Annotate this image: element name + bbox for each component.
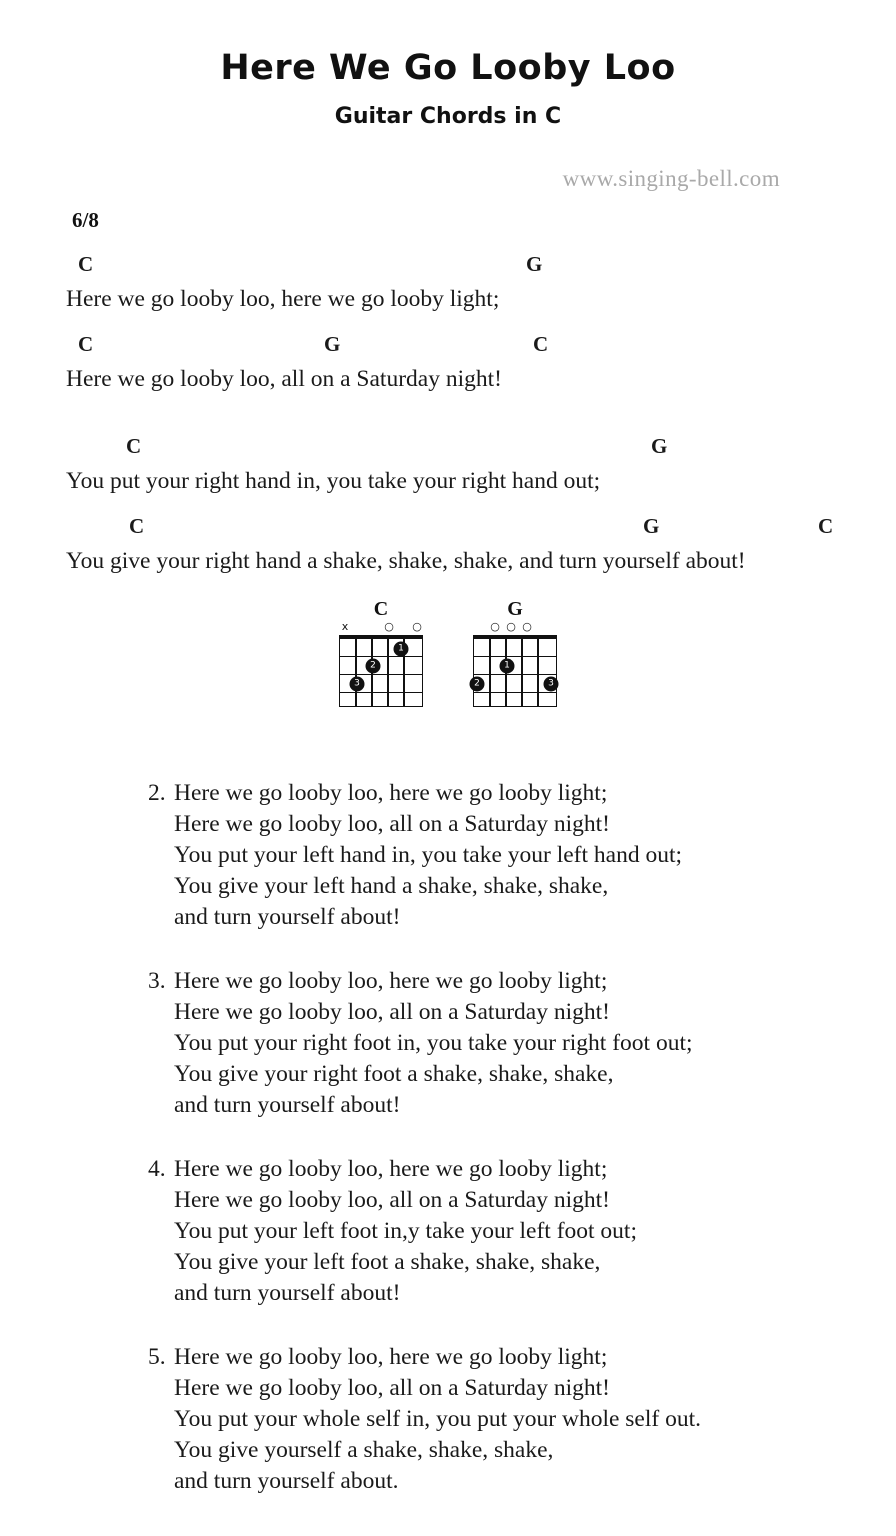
verse-line: and turn yourself about. xyxy=(174,1468,399,1494)
open-string-marker: ○ xyxy=(412,620,422,633)
verse-line: You give yourself a shake, shake, shake, xyxy=(174,1437,554,1463)
page-subtitle: Guitar Chords in C xyxy=(334,104,562,129)
stanza-gap xyxy=(66,412,886,434)
verse-text xyxy=(174,966,693,1121)
page-title: Here We Go Looby Loo xyxy=(220,48,676,88)
verse-line: and turn yourself about! xyxy=(174,904,401,930)
chord-diagram-name: C xyxy=(373,598,389,620)
verse-item xyxy=(148,1342,848,1497)
fretboard-grid xyxy=(473,635,557,707)
verse-line: Here we go looby loo, here we go looby light; xyxy=(174,780,608,806)
verse-line: Here we go looby loo, here we go looby light; xyxy=(174,1156,608,1182)
verse-text xyxy=(174,1154,637,1309)
string-marker-row xyxy=(335,622,427,635)
lyric-line: Here we go looby loo, all on a Saturday night! xyxy=(66,366,502,392)
chord-label: C xyxy=(533,332,549,356)
finger-dot: 3 xyxy=(544,677,559,692)
verse-line: Here we go looby loo, all on a Saturday night! xyxy=(174,999,610,1025)
open-string-marker: ○ xyxy=(506,620,516,633)
finger-dot: 2 xyxy=(470,677,485,692)
verse-line: You put your left hand in, you take your left hand out; xyxy=(174,842,683,868)
verse-line: Here we go looby loo, here we go looby light; xyxy=(174,968,608,994)
verse-item xyxy=(148,1154,848,1309)
chord-row xyxy=(66,332,886,363)
chord-label: G xyxy=(324,332,341,356)
verse-item xyxy=(148,966,848,1121)
verse-line: Here we go looby loo, all on a Saturday night! xyxy=(174,811,610,837)
verse-line: You put your left foot in,y take your left foot out; xyxy=(174,1218,637,1244)
chord-diagram-c xyxy=(335,598,427,707)
verse-line: and turn yourself about! xyxy=(174,1092,401,1118)
open-string-marker: ○ xyxy=(490,620,500,633)
verse-line: You put your whole self in, you put your whole self out. xyxy=(174,1406,701,1432)
finger-dot: 1 xyxy=(394,642,409,657)
lyric-line: You give your right hand a shake, shake, shake, and turn yourself about! xyxy=(66,548,746,574)
verse-item xyxy=(148,778,848,933)
finger-dot: 1 xyxy=(500,659,515,674)
chord-label: G xyxy=(643,514,660,538)
time-signature: 6/8 xyxy=(72,208,99,232)
verse-line: and turn yourself about! xyxy=(174,1280,401,1306)
finger-dot: 2 xyxy=(366,659,381,674)
chord-label: C xyxy=(129,514,145,538)
verse-number: 2. xyxy=(148,780,166,806)
verse-line: You give your left foot a shake, shake, shake, xyxy=(174,1249,601,1275)
chord-diagram-name: G xyxy=(507,598,523,620)
verse-number: 5. xyxy=(148,1344,166,1370)
chord-label: C xyxy=(78,332,94,356)
verse-line: You give your left hand a shake, shake, shake, xyxy=(174,873,609,899)
chord-label: C xyxy=(78,252,94,276)
chord-label: G xyxy=(526,252,543,276)
verse-line: Here we go looby loo, all on a Saturday night! xyxy=(174,1375,610,1401)
finger-dot: 3 xyxy=(350,677,365,692)
verse-text xyxy=(174,1342,701,1497)
chord-row xyxy=(66,434,886,465)
website-credit: www.singing-bell.com xyxy=(562,166,780,191)
verse-number: 3. xyxy=(148,968,166,994)
fretboard-grid xyxy=(339,635,423,707)
verse-text xyxy=(174,778,682,933)
chord-label: C xyxy=(126,434,142,458)
chord-row xyxy=(66,514,886,545)
verse-number: 4. xyxy=(148,1156,166,1182)
open-string-marker: ○ xyxy=(384,620,394,633)
muted-string-marker: x xyxy=(341,620,349,633)
verse-line: You give your right foot a shake, shake, shake, xyxy=(174,1061,614,1087)
verse-list xyxy=(148,778,848,1530)
lyric-line: You put your right hand in, you take your right hand out; xyxy=(66,468,601,494)
verse-line: Here we go looby loo, all on a Saturday night! xyxy=(174,1187,610,1213)
verse-line: Here we go looby loo, here we go looby light; xyxy=(174,1344,608,1370)
chord-label: G xyxy=(651,434,668,458)
chord-diagram-group xyxy=(0,598,896,707)
string-marker-row xyxy=(469,622,561,635)
chord-diagram-g xyxy=(469,598,561,707)
verse-1-with-chords xyxy=(66,252,886,594)
verse-line: You put your right foot in, you take your right foot out; xyxy=(174,1030,693,1056)
chord-row xyxy=(66,252,886,283)
open-string-marker: ○ xyxy=(522,620,532,633)
lyric-line: Here we go looby loo, here we go looby light; xyxy=(66,286,500,312)
chord-label: C xyxy=(818,514,834,538)
